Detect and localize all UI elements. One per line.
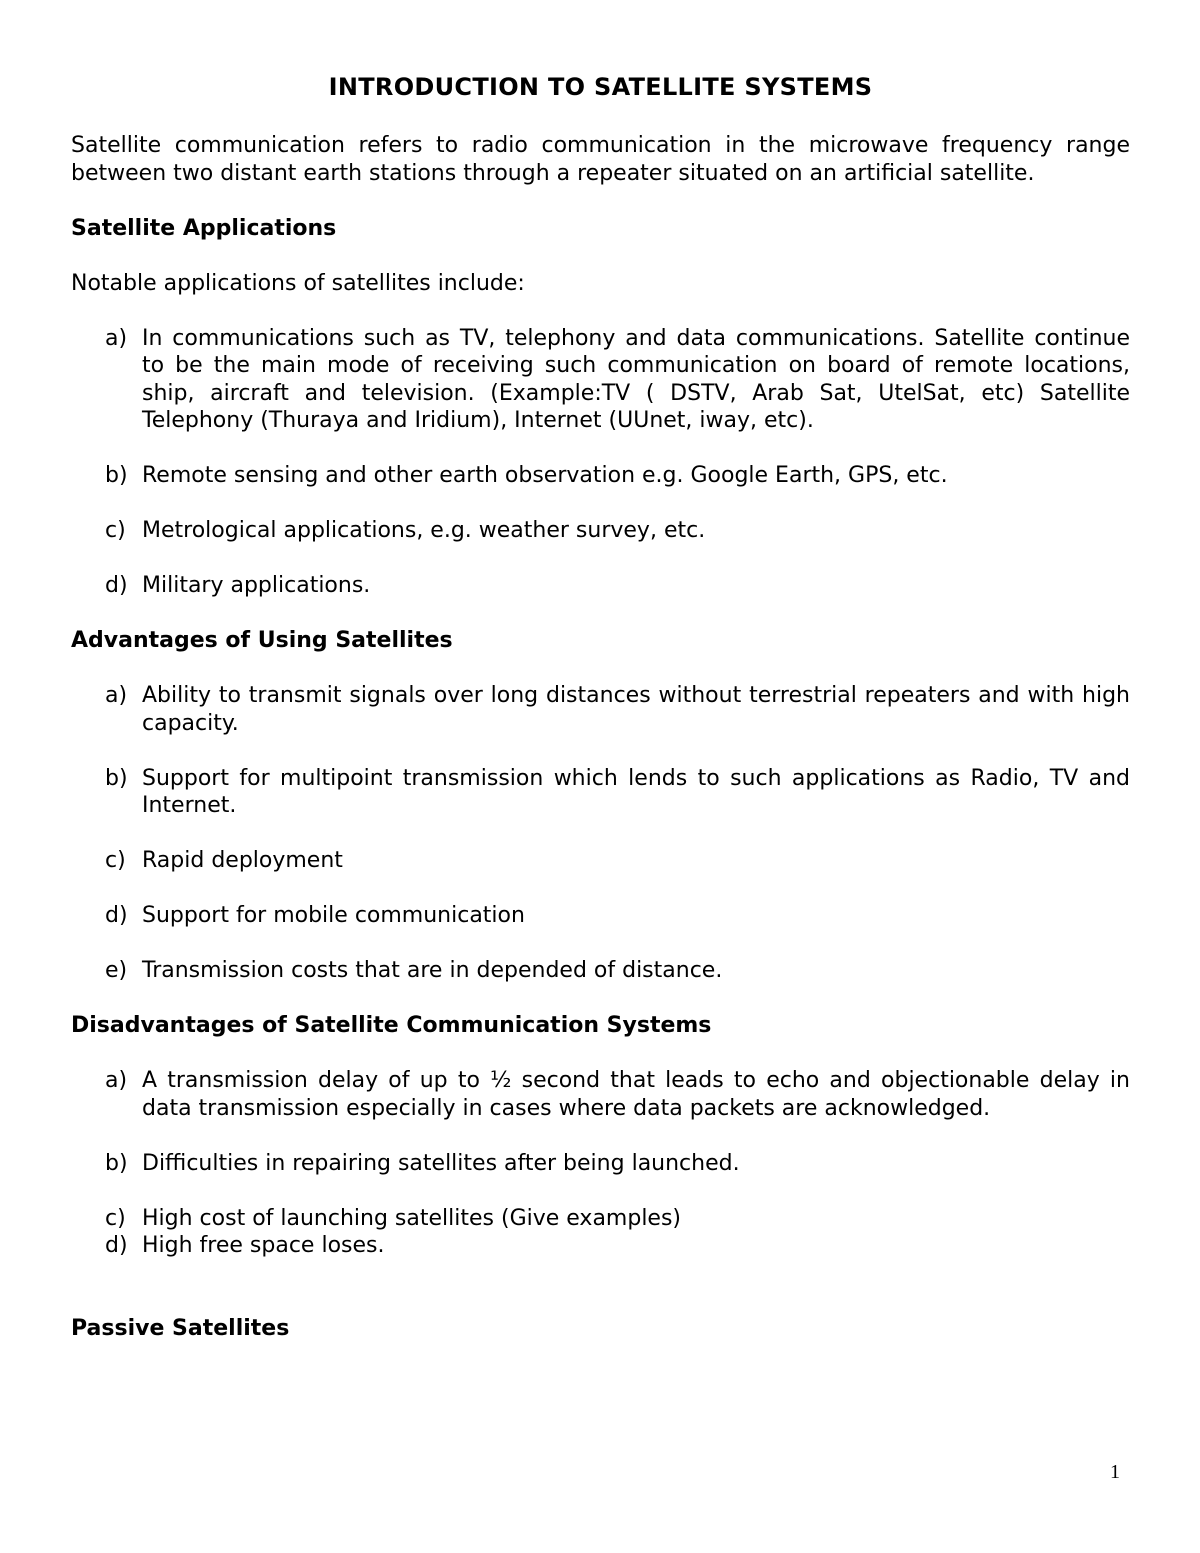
intro-paragraph: Satellite communication refers to radio communication in the microwave frequency range between two distant earth stations through a repeater situated on an artificial satellite. [71, 133, 1130, 186]
list-marker: a) [105, 325, 128, 351]
list-item-text: Ability to transmit signals over long distances without terrestrial repeaters and with high capacity. [142, 683, 1130, 736]
list-item-text: Transmission costs that are in depended of distance. [142, 958, 723, 983]
list-item-text: Difficulties in repairing satellites after being launched. [142, 1150, 740, 1176]
list-marker: a) [105, 683, 128, 708]
list-marker: b) [105, 765, 128, 791]
list-item [71, 572, 1130, 600]
list-item [71, 765, 1130, 820]
list-marker: b) [105, 463, 128, 488]
applications-list [71, 325, 1130, 600]
applications-lead: Notable applications of satellites include: [71, 270, 525, 296]
list-item-text: Support for multipoint transmission which lends to such applications as Radio, TV and Internet. [142, 765, 1130, 818]
list-item-text: A transmission delay of up to ½ second that leads to echo and objectionable delay in data transmission especially in cases where data packets are acknowledged. [142, 1068, 1130, 1121]
list-marker: a) [105, 1068, 128, 1093]
list-item [71, 462, 1130, 490]
passive-satellites-heading: Passive Satellites [71, 1315, 290, 1341]
list-marker: e) [105, 958, 128, 983]
list-item [71, 957, 1130, 985]
list-item [71, 1232, 1130, 1260]
list-item [71, 325, 1130, 435]
page-title: INTRODUCTION TO SATELLITE SYSTEMS [328, 73, 873, 101]
list-marker: c) [105, 848, 126, 873]
list-item-text: High free space loses. [142, 1233, 385, 1258]
list-marker: d) [105, 573, 128, 598]
section-spacer [71, 1260, 1130, 1315]
list-marker: c) [105, 1205, 126, 1231]
page-number: 1 [1110, 1461, 1120, 1483]
list-marker: d) [105, 903, 128, 928]
advantages-heading: Advantages of Using Satellites [71, 628, 453, 653]
list-item [71, 847, 1130, 875]
list-marker: d) [105, 1233, 128, 1258]
list-item [71, 1205, 1130, 1233]
list-item-text: Rapid deployment [142, 848, 343, 873]
list-item [71, 517, 1130, 545]
applications-heading: Satellite Applications [71, 215, 337, 241]
page-content [71, 72, 1130, 1370]
list-item-text: High cost of launching satellites (Give examples) [142, 1205, 682, 1231]
list-item-text: Metrological applications, e.g. weather survey, etc. [142, 518, 706, 543]
list-item-text: In communications such as TV, telephony and data communications. Satellite continue to be the main mode of receiving such communication on board of remote locations, ship, aircraft and television. (Example:TV ( DSTV, Arab Sat, UtelSat, etc) Satellite Telephony (Thuraya and Iridium), Internet (UUnet, iway, etc). [142, 325, 1130, 433]
list-item [71, 902, 1130, 930]
list-item-text: Military applications. [142, 573, 371, 598]
disadvantages-heading: Disadvantages of Satellite Communication Systems [71, 1013, 712, 1038]
list-item-text: Support for mobile communication [142, 903, 525, 928]
list-item [71, 1150, 1130, 1178]
advantages-list [71, 682, 1130, 985]
list-item [71, 682, 1130, 737]
list-item [71, 1067, 1130, 1122]
list-marker: b) [105, 1150, 128, 1176]
list-marker: c) [105, 518, 126, 543]
list-item-text: Remote sensing and other earth observation e.g. Google Earth, GPS, etc. [142, 463, 948, 488]
disadvantages-list [71, 1067, 1130, 1260]
